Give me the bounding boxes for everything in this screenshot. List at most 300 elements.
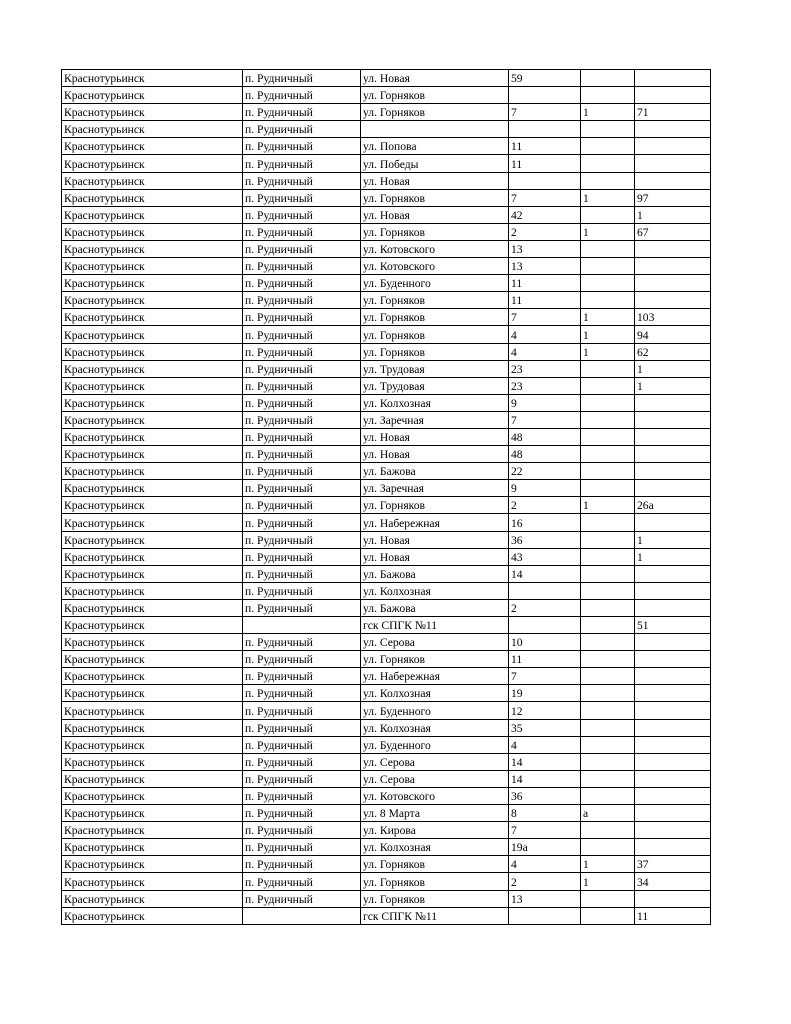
city-cell: Краснотурьинск <box>62 753 243 770</box>
table-row <box>62 258 711 275</box>
house-number-cell: 4 <box>509 326 581 343</box>
apartment-cell: 1 <box>635 531 711 548</box>
building-cell <box>581 770 635 787</box>
table-row <box>62 172 711 189</box>
house-number-cell: 59 <box>509 70 581 87</box>
street-cell: ул. Котовского <box>361 258 509 275</box>
settlement-cell: п. Рудничный <box>243 463 361 480</box>
house-number-cell: 14 <box>509 565 581 582</box>
building-cell <box>581 753 635 770</box>
house-number-cell <box>509 582 581 599</box>
house-number-cell: 13 <box>509 240 581 257</box>
city-cell: Краснотурьинск <box>62 411 243 428</box>
apartment-cell <box>635 582 711 599</box>
table-row <box>62 206 711 223</box>
apartment-cell: 67 <box>635 223 711 240</box>
city-cell: Краснотурьинск <box>62 360 243 377</box>
street-cell: ул. Буденного <box>361 275 509 292</box>
building-cell <box>581 668 635 685</box>
apartment-cell <box>635 70 711 87</box>
street-cell: ул. Горняков <box>361 223 509 240</box>
table-row <box>62 582 711 599</box>
building-cell: 1 <box>581 309 635 326</box>
street-cell: ул. Горняков <box>361 856 509 873</box>
house-number-cell <box>509 172 581 189</box>
street-cell: ул. Новая <box>361 206 509 223</box>
table-row <box>62 360 711 377</box>
house-number-cell: 7 <box>509 411 581 428</box>
house-number-cell: 7 <box>509 822 581 839</box>
house-number-cell: 7 <box>509 189 581 206</box>
city-cell: Краснотурьинск <box>62 446 243 463</box>
building-cell <box>581 480 635 497</box>
settlement-cell: п. Рудничный <box>243 651 361 668</box>
city-cell: Краснотурьинск <box>62 343 243 360</box>
building-cell: 1 <box>581 223 635 240</box>
building-cell <box>581 377 635 394</box>
city-cell: Краснотурьинск <box>62 736 243 753</box>
building-cell: 1 <box>581 104 635 121</box>
house-number-cell: 8 <box>509 805 581 822</box>
apartment-cell <box>635 634 711 651</box>
settlement-cell: п. Рудничный <box>243 514 361 531</box>
street-cell: ул. Горняков <box>361 873 509 890</box>
settlement-cell: п. Рудничный <box>243 770 361 787</box>
building-cell <box>581 514 635 531</box>
street-cell: ул. Кирова <box>361 822 509 839</box>
building-cell: 1 <box>581 343 635 360</box>
city-cell: Краснотурьинск <box>62 582 243 599</box>
city-cell: Краснотурьинск <box>62 104 243 121</box>
street-cell: ул. Новая <box>361 531 509 548</box>
apartment-cell: 34 <box>635 873 711 890</box>
table-row <box>62 719 711 736</box>
street-cell: ул. Горняков <box>361 189 509 206</box>
table-row <box>62 497 711 514</box>
house-number-cell: 11 <box>509 155 581 172</box>
apartment-cell <box>635 292 711 309</box>
settlement-cell: п. Рудничный <box>243 240 361 257</box>
house-number-cell <box>509 907 581 924</box>
building-cell <box>581 463 635 480</box>
settlement-cell: п. Рудничный <box>243 822 361 839</box>
apartment-cell <box>635 736 711 753</box>
settlement-cell <box>243 907 361 924</box>
building-cell <box>581 394 635 411</box>
house-number-cell: 48 <box>509 428 581 445</box>
street-cell: ул. 8 Марта <box>361 805 509 822</box>
apartment-cell: 94 <box>635 326 711 343</box>
settlement-cell: п. Рудничный <box>243 138 361 155</box>
city-cell: Краснотурьинск <box>62 651 243 668</box>
building-cell <box>581 446 635 463</box>
apartment-cell: 1 <box>635 206 711 223</box>
building-cell <box>581 240 635 257</box>
house-number-cell: 11 <box>509 292 581 309</box>
city-cell: Краснотурьинск <box>62 292 243 309</box>
settlement-cell: п. Рудничный <box>243 121 361 138</box>
apartment-cell <box>635 258 711 275</box>
street-cell: ул. Горняков <box>361 104 509 121</box>
street-cell: ул. Буденного <box>361 702 509 719</box>
apartment-cell: 103 <box>635 309 711 326</box>
table-row <box>62 907 711 924</box>
table-row <box>62 634 711 651</box>
city-cell: Краснотурьинск <box>62 719 243 736</box>
settlement-cell: п. Рудничный <box>243 873 361 890</box>
city-cell: Краснотурьинск <box>62 258 243 275</box>
building-cell: 1 <box>581 873 635 890</box>
city-cell: Краснотурьинск <box>62 822 243 839</box>
building-cell <box>581 258 635 275</box>
street-cell: ул. Бажова <box>361 599 509 616</box>
city-cell: Краснотурьинск <box>62 240 243 257</box>
table-row <box>62 873 711 890</box>
street-cell: ул. Горняков <box>361 343 509 360</box>
house-number-cell: 4 <box>509 736 581 753</box>
table-row <box>62 822 711 839</box>
apartment-cell <box>635 719 711 736</box>
apartment-cell <box>635 753 711 770</box>
settlement-cell: п. Рудничный <box>243 753 361 770</box>
settlement-cell: п. Рудничный <box>243 155 361 172</box>
table-row <box>62 787 711 804</box>
city-cell: Краснотурьинск <box>62 155 243 172</box>
settlement-cell <box>243 617 361 634</box>
apartment-cell <box>635 565 711 582</box>
street-cell: ул. Трудовая <box>361 360 509 377</box>
apartment-cell <box>635 463 711 480</box>
house-number-cell: 10 <box>509 634 581 651</box>
city-cell: Краснотурьинск <box>62 189 243 206</box>
settlement-cell: п. Рудничный <box>243 206 361 223</box>
building-cell <box>581 634 635 651</box>
building-cell <box>581 822 635 839</box>
house-number-cell: 11 <box>509 138 581 155</box>
building-cell <box>581 651 635 668</box>
house-number-cell: 19 <box>509 685 581 702</box>
street-cell: ул. Горняков <box>361 309 509 326</box>
house-number-cell: 14 <box>509 770 581 787</box>
street-cell: ул. Победы <box>361 155 509 172</box>
apartment-cell: 1 <box>635 360 711 377</box>
table-row <box>62 753 711 770</box>
building-cell <box>581 121 635 138</box>
settlement-cell: п. Рудничный <box>243 702 361 719</box>
building-cell <box>581 206 635 223</box>
city-cell: Краснотурьинск <box>62 87 243 104</box>
house-number-cell: 13 <box>509 258 581 275</box>
apartment-cell <box>635 514 711 531</box>
city-cell: Краснотурьинск <box>62 907 243 924</box>
house-number-cell: 9 <box>509 394 581 411</box>
apartment-cell: 62 <box>635 343 711 360</box>
settlement-cell: п. Рудничный <box>243 787 361 804</box>
building-cell <box>581 685 635 702</box>
street-cell: ул. Горняков <box>361 890 509 907</box>
house-number-cell: 14 <box>509 753 581 770</box>
settlement-cell: п. Рудничный <box>243 189 361 206</box>
house-number-cell: 22 <box>509 463 581 480</box>
table-row <box>62 548 711 565</box>
building-cell <box>581 292 635 309</box>
table-row <box>62 736 711 753</box>
street-cell: ул. Горняков <box>361 326 509 343</box>
apartment-cell: 1 <box>635 548 711 565</box>
table-row <box>62 668 711 685</box>
house-number-cell: 4 <box>509 343 581 360</box>
building-cell: 1 <box>581 189 635 206</box>
settlement-cell: п. Рудничный <box>243 411 361 428</box>
street-cell: ул. Серова <box>361 753 509 770</box>
city-cell: Краснотурьинск <box>62 890 243 907</box>
apartment-cell <box>635 702 711 719</box>
table-row <box>62 309 711 326</box>
city-cell: Краснотурьинск <box>62 565 243 582</box>
house-number-cell <box>509 617 581 634</box>
building-cell: а <box>581 805 635 822</box>
street-cell <box>361 121 509 138</box>
table-row <box>62 651 711 668</box>
table-row <box>62 463 711 480</box>
settlement-cell: п. Рудничный <box>243 685 361 702</box>
table-row <box>62 531 711 548</box>
house-number-cell: 48 <box>509 446 581 463</box>
city-cell: Краснотурьинск <box>62 428 243 445</box>
street-cell: ул. Набережная <box>361 514 509 531</box>
street-cell: ул. Новая <box>361 428 509 445</box>
city-cell: Краснотурьинск <box>62 275 243 292</box>
settlement-cell: п. Рудничный <box>243 668 361 685</box>
building-cell <box>581 138 635 155</box>
building-cell <box>581 70 635 87</box>
house-number-cell: 42 <box>509 206 581 223</box>
street-cell: ул. Бажова <box>361 565 509 582</box>
apartment-cell <box>635 668 711 685</box>
street-cell: ул. Котовского <box>361 787 509 804</box>
house-number-cell: 11 <box>509 275 581 292</box>
settlement-cell: п. Рудничный <box>243 292 361 309</box>
house-number-cell: 11 <box>509 651 581 668</box>
table-row <box>62 394 711 411</box>
settlement-cell: п. Рудничный <box>243 428 361 445</box>
settlement-cell: п. Рудничный <box>243 565 361 582</box>
street-cell: ул. Новая <box>361 70 509 87</box>
building-cell <box>581 617 635 634</box>
address-table <box>61 69 711 925</box>
apartment-cell <box>635 155 711 172</box>
settlement-cell: п. Рудничный <box>243 634 361 651</box>
table-row <box>62 155 711 172</box>
settlement-cell: п. Рудничный <box>243 326 361 343</box>
settlement-cell: п. Рудничный <box>243 599 361 616</box>
building-cell <box>581 565 635 582</box>
table-row <box>62 275 711 292</box>
table-row <box>62 292 711 309</box>
apartment-cell <box>635 428 711 445</box>
settlement-cell: п. Рудничный <box>243 343 361 360</box>
table-row <box>62 480 711 497</box>
apartment-cell <box>635 121 711 138</box>
house-number-cell: 36 <box>509 787 581 804</box>
apartment-cell <box>635 275 711 292</box>
table-row <box>62 446 711 463</box>
building-cell: 1 <box>581 856 635 873</box>
apartment-cell: 37 <box>635 856 711 873</box>
street-cell: ул. Колхозная <box>361 394 509 411</box>
table-row <box>62 343 711 360</box>
street-cell: ул. Набережная <box>361 668 509 685</box>
house-number-cell: 43 <box>509 548 581 565</box>
apartment-cell <box>635 87 711 104</box>
apartment-cell <box>635 599 711 616</box>
building-cell <box>581 172 635 189</box>
apartment-cell <box>635 480 711 497</box>
settlement-cell: п. Рудничный <box>243 87 361 104</box>
settlement-cell: п. Рудничный <box>243 736 361 753</box>
street-cell: ул. Горняков <box>361 87 509 104</box>
city-cell: Краснотурьинск <box>62 377 243 394</box>
table-row <box>62 514 711 531</box>
house-number-cell: 9 <box>509 480 581 497</box>
building-cell <box>581 719 635 736</box>
apartment-cell <box>635 822 711 839</box>
city-cell: Краснотурьинск <box>62 172 243 189</box>
house-number-cell: 36 <box>509 531 581 548</box>
settlement-cell: п. Рудничный <box>243 531 361 548</box>
street-cell: гск СПГК №11 <box>361 617 509 634</box>
street-cell: ул. Котовского <box>361 240 509 257</box>
apartment-cell: 71 <box>635 104 711 121</box>
settlement-cell: п. Рудничный <box>243 856 361 873</box>
settlement-cell: п. Рудничный <box>243 309 361 326</box>
city-cell: Краснотурьинск <box>62 805 243 822</box>
settlement-cell: п. Рудничный <box>243 839 361 856</box>
table-row <box>62 770 711 787</box>
street-cell: ул. Серова <box>361 770 509 787</box>
street-cell: ул. Серова <box>361 634 509 651</box>
house-number-cell: 35 <box>509 719 581 736</box>
table-row <box>62 240 711 257</box>
building-cell <box>581 907 635 924</box>
table-row <box>62 599 711 616</box>
apartment-cell <box>635 411 711 428</box>
building-cell <box>581 411 635 428</box>
city-cell: Краснотурьинск <box>62 856 243 873</box>
building-cell <box>581 702 635 719</box>
settlement-cell: п. Рудничный <box>243 582 361 599</box>
settlement-cell: п. Рудничный <box>243 360 361 377</box>
street-cell: ул. Новая <box>361 172 509 189</box>
table-row <box>62 87 711 104</box>
city-cell: Краснотурьинск <box>62 873 243 890</box>
apartment-cell: 97 <box>635 189 711 206</box>
table-row <box>62 223 711 240</box>
settlement-cell: п. Рудничный <box>243 497 361 514</box>
street-cell: ул. Горняков <box>361 292 509 309</box>
city-cell: Краснотурьинск <box>62 702 243 719</box>
table-row <box>62 189 711 206</box>
street-cell: ул. Новая <box>361 548 509 565</box>
apartment-cell <box>635 890 711 907</box>
city-cell: Краснотурьинск <box>62 326 243 343</box>
city-cell: Краснотурьинск <box>62 497 243 514</box>
settlement-cell: п. Рудничный <box>243 548 361 565</box>
city-cell: Краснотурьинск <box>62 463 243 480</box>
settlement-cell: п. Рудничный <box>243 890 361 907</box>
city-cell: Краснотурьинск <box>62 121 243 138</box>
building-cell <box>581 155 635 172</box>
apartment-cell <box>635 446 711 463</box>
city-cell: Краснотурьинск <box>62 223 243 240</box>
building-cell <box>581 736 635 753</box>
building-cell <box>581 582 635 599</box>
apartment-cell: 11 <box>635 907 711 924</box>
building-cell <box>581 890 635 907</box>
settlement-cell: п. Рудничный <box>243 275 361 292</box>
house-number-cell: 13 <box>509 890 581 907</box>
settlement-cell: п. Рудничный <box>243 480 361 497</box>
city-cell: Краснотурьинск <box>62 839 243 856</box>
house-number-cell: 2 <box>509 873 581 890</box>
building-cell <box>581 599 635 616</box>
apartment-cell: 26а <box>635 497 711 514</box>
table-row <box>62 839 711 856</box>
table-row <box>62 104 711 121</box>
apartment-cell: 1 <box>635 377 711 394</box>
table-row <box>62 856 711 873</box>
apartment-cell <box>635 685 711 702</box>
apartment-cell <box>635 839 711 856</box>
street-cell: ул. Новая <box>361 446 509 463</box>
house-number-cell <box>509 121 581 138</box>
city-cell: Краснотурьинск <box>62 599 243 616</box>
house-number-cell: 2 <box>509 223 581 240</box>
building-cell <box>581 360 635 377</box>
house-number-cell: 7 <box>509 668 581 685</box>
building-cell <box>581 787 635 804</box>
apartment-cell <box>635 770 711 787</box>
table-row <box>62 121 711 138</box>
city-cell: Краснотурьинск <box>62 685 243 702</box>
table-row <box>62 70 711 87</box>
house-number-cell: 16 <box>509 514 581 531</box>
street-cell: ул. Колхозная <box>361 839 509 856</box>
table-row <box>62 685 711 702</box>
apartment-cell <box>635 240 711 257</box>
house-number-cell: 2 <box>509 497 581 514</box>
table-row <box>62 326 711 343</box>
table-row <box>62 377 711 394</box>
street-cell: ул. Бажова <box>361 463 509 480</box>
table-row <box>62 702 711 719</box>
building-cell: 1 <box>581 326 635 343</box>
apartment-cell <box>635 651 711 668</box>
table-row <box>62 890 711 907</box>
settlement-cell: п. Рудничный <box>243 172 361 189</box>
house-number-cell: 23 <box>509 360 581 377</box>
house-number-cell: 7 <box>509 309 581 326</box>
street-cell: ул. Заречная <box>361 480 509 497</box>
street-cell: ул. Горняков <box>361 651 509 668</box>
building-cell <box>581 548 635 565</box>
city-cell: Краснотурьинск <box>62 394 243 411</box>
city-cell: Краснотурьинск <box>62 138 243 155</box>
house-number-cell: 2 <box>509 599 581 616</box>
apartment-cell <box>635 172 711 189</box>
street-cell: ул. Трудовая <box>361 377 509 394</box>
apartment-cell <box>635 138 711 155</box>
